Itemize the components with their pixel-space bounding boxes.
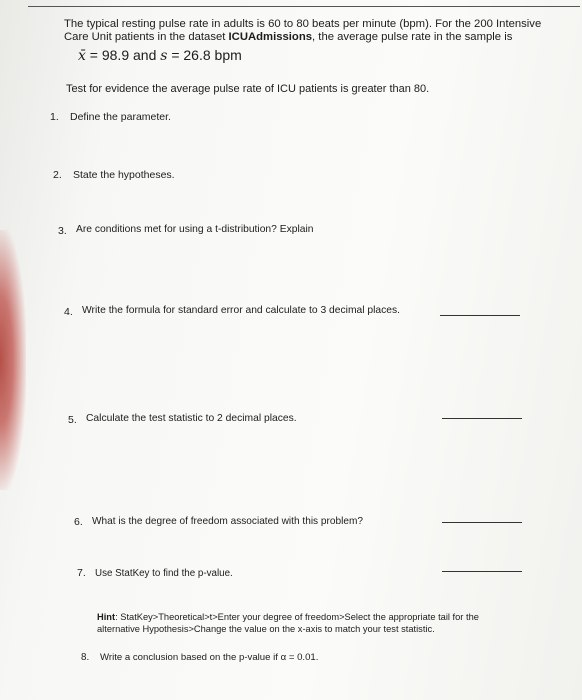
hint-line-1: Hint: StatKey>Theoretical>t>Enter your degree of freedom>Select the appropriate tail for the <box>97 612 479 622</box>
question-1-text: Define the parameter. <box>70 111 171 123</box>
question-5-number: 5. <box>68 414 77 426</box>
xbar-value: = 98.9 <box>85 47 130 63</box>
hint-line-2: alternative Hypothesis>Change the value on the x-axis to match your test statistic. <box>97 624 435 634</box>
sample-statistics: x̄ = 98.9 and s = 26.8 bpm <box>78 47 242 64</box>
question-6-number: 6. <box>74 516 83 528</box>
hint-label: Hint <box>97 612 116 622</box>
top-rule <box>28 6 580 7</box>
answer-blank-5[interactable] <box>442 418 522 419</box>
question-4-text: Write the formula for standard error and calculate to 3 decimal places. <box>82 305 401 316</box>
question-2-text: State the hypotheses. <box>73 169 175 181</box>
dataset-name: ICUAdmissions <box>228 31 313 43</box>
intro-line-2: Care Unit patients in the dataset ICUAdmissions, the average pulse rate in the sample is <box>64 31 513 43</box>
question-3-text: Are conditions met for using a t-distribution? Explain <box>76 224 314 235</box>
s-value: = 26.8 bpm <box>167 47 242 63</box>
page-edge-shadow <box>0 230 26 490</box>
answer-blank-6[interactable] <box>442 522 522 523</box>
question-8-text: Write a conclusion based on the p-value if α = 0.01. <box>100 652 319 663</box>
question-6-text: What is the degree of freedom associated with this problem? <box>92 516 363 527</box>
task-statement: Test for evidence the average pulse rate of ICU patients is greater than 80. <box>66 83 430 95</box>
answer-blank-7[interactable] <box>442 571 522 572</box>
question-1-number: 1. <box>50 111 59 123</box>
question-7-number: 7. <box>77 567 86 579</box>
answer-blank-4[interactable] <box>440 315 520 316</box>
s-symbol: s <box>160 48 168 64</box>
question-5-text: Calculate the test statistic to 2 decimal places. <box>86 413 297 424</box>
question-8-number: 8. <box>81 652 90 663</box>
question-2-number: 2. <box>53 169 62 181</box>
question-7-text: Use StatKey to find the p-value. <box>95 568 233 579</box>
intro-line-1: The typical resting pulse rate in adults is 60 to 80 beats per minute (bpm). For the 200 Intensive <box>64 18 542 30</box>
question-4-number: 4. <box>64 306 73 318</box>
xbar-symbol: x̄ <box>78 48 86 64</box>
question-3-number: 3. <box>58 225 67 237</box>
